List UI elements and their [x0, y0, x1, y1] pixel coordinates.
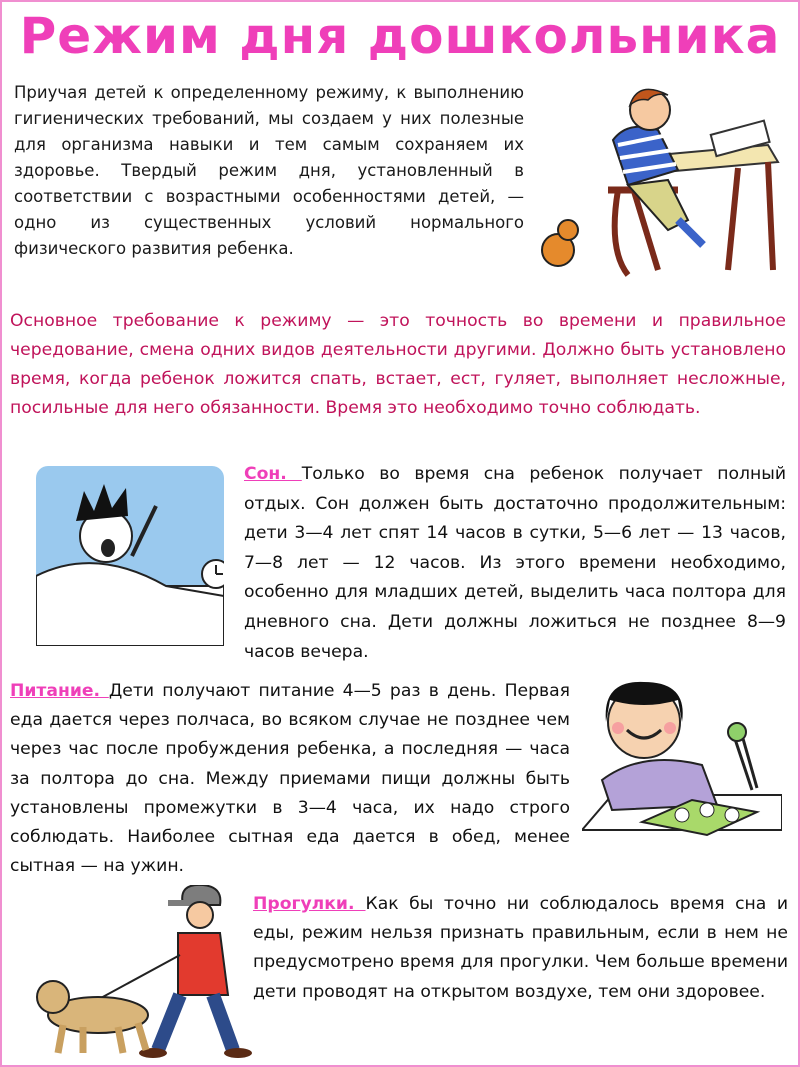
boy-studying-at-desk-illustration — [538, 80, 788, 280]
food-section — [10, 677, 570, 881]
boy-waking-up-alarm-clock-illustration — [36, 466, 224, 646]
intro-paragraph: Приучая детей к определенному режиму, к выполнению гигиенических требований, мы создаем у них полезные для организма навыки и тем самым сохраняем их здоровье. Твердый режим дня, установленный в соответствии с возрастными особенностями детей, — одно из существенных условий нормального физического развития ребенка. — [14, 83, 524, 258]
sleep-text: Только во время сна ребенок получает полный отдых. Сон должен быть достаточно продолжительным: дети 3—4 лет спят 14 часов в сутки, 5—6 лет — 13 часов, 7—8 лет — 12 часов. Из этого времени необходимо, особенно для младших детей, выделить часа полтора для дневного сна. Дети должны ложиться не позднее 8—9 часов вечера. — [244, 464, 786, 662]
food-heading: Питание. — [10, 681, 109, 701]
sleep-heading: Сон. — [244, 464, 302, 484]
walks-section — [253, 890, 788, 1007]
walks-heading: Прогулки. — [253, 894, 366, 914]
girl-eating-sushi-illustration — [582, 670, 782, 860]
boy-walking-dog-illustration — [28, 885, 253, 1060]
page-title: Режим дня дошкольника — [19, 7, 781, 65]
walks-text: Как бы точно ни соблюдалось время сна и еды, режим нельзя признать правильным, если в нем не предусмотрено время для прогулки. Чем больше времени дети проводят на открытом воздухе, тем они здоровее. — [253, 894, 788, 1002]
main-requirement-paragraph: Основное требование к режиму — это точность во времени и правильное чередование, смена одних видов деятельности другими. Должно быть установлено время, когда ребенок ложится спать, встает, ест, гуляет, выполняет несложные, посильные для него обязанности. Время это необходимо точно соблюдать. — [10, 311, 786, 418]
food-text: Дети получают питание 4—5 раз в день. Первая еда дается через полчаса, во всяком случае не позднее чем через час после пробуждения ребенка, а последняя — часа за полтора до сна. Между приемами пищи должны быть установлены промежутки в 3—4 часа, их надо строго соблюдать. Наиболее сытная еда дается в обед, менее сытная — на ужин. — [10, 681, 570, 877]
sleep-section — [244, 460, 786, 667]
